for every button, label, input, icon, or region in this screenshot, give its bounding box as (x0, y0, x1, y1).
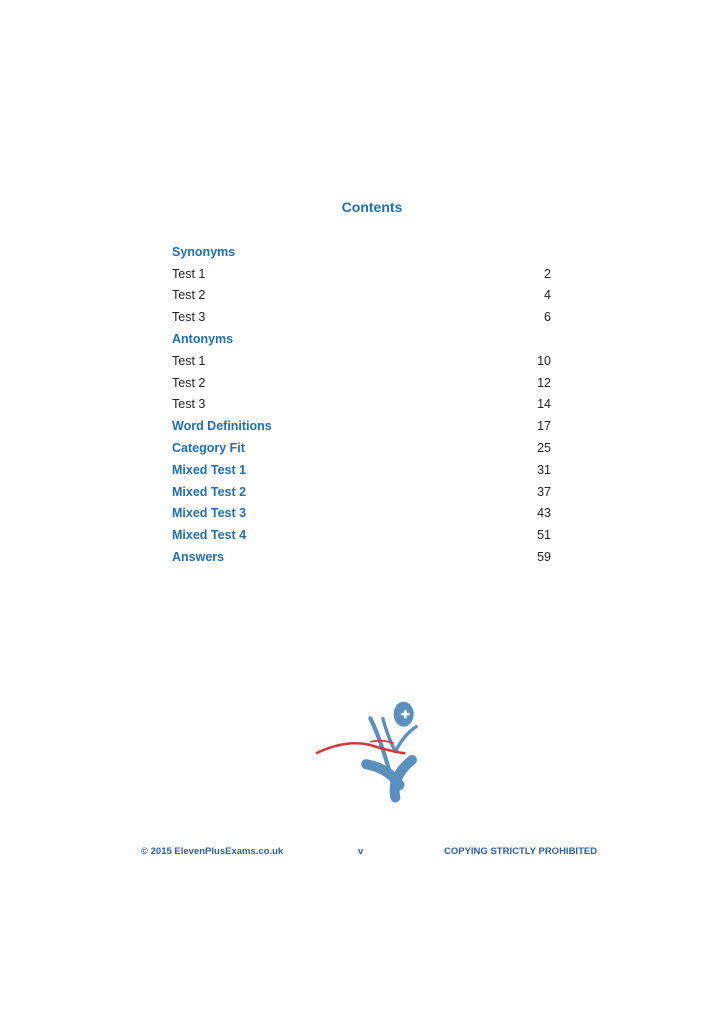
toc-entry[interactable] (172, 285, 551, 307)
runner-logo (312, 690, 437, 805)
copying-notice: COPYING STRICTLY PROHIBITED (444, 846, 598, 857)
toc-entry-page: 14 (537, 397, 551, 412)
toc-entry-label: Test 1 (172, 353, 206, 368)
toc-entry-page: 10 (537, 353, 551, 368)
table-of-contents (172, 241, 551, 568)
toc-entry-label: Mixed Test 3 (172, 506, 247, 521)
toc-entry[interactable] (172, 459, 551, 481)
toc-entry-page: 17 (537, 419, 551, 434)
toc-entry[interactable] (172, 263, 551, 285)
toc-entry-label: Mixed Test 1 (172, 462, 247, 477)
toc-entry-label: Test 2 (172, 288, 206, 303)
toc-entry[interactable] (172, 350, 551, 372)
toc-entry[interactable] (172, 306, 551, 328)
toc-entry-label: Test 3 (172, 397, 206, 412)
toc-entry-page: 6 (544, 310, 551, 325)
toc-entry-label: Mixed Test 2 (172, 484, 247, 499)
toc-entry-page: 31 (537, 462, 551, 477)
toc-entry-label: Synonyms (172, 244, 236, 259)
toc-entry[interactable] (172, 481, 551, 503)
toc-entry-label: Test 1 (172, 266, 206, 281)
toc-entry-label: Answers (172, 550, 225, 565)
toc-entry-page: 4 (544, 288, 551, 303)
toc-entry[interactable] (172, 546, 551, 568)
toc-entry-label: Category Fit (172, 441, 245, 456)
toc-entry-page: 25 (537, 441, 551, 456)
toc-entry[interactable] (172, 241, 551, 263)
toc-entry-page: 37 (537, 484, 551, 499)
toc-entry-page: 59 (537, 550, 551, 565)
toc-entry-label: Mixed Test 4 (172, 528, 247, 543)
toc-entry[interactable] (172, 524, 551, 546)
copyright-text: © 2015 ElevenPlusExams.co.uk (141, 846, 284, 857)
toc-entry[interactable] (172, 394, 551, 416)
toc-entry-page: 43 (537, 506, 551, 521)
toc-entry-label: Word Definitions (172, 419, 272, 434)
toc-entry[interactable] (172, 503, 551, 525)
toc-entry-label: Test 3 (172, 310, 206, 325)
page-title: Contents (341, 199, 403, 215)
toc-entry[interactable] (172, 437, 551, 459)
toc-entry[interactable] (172, 415, 551, 437)
toc-entry[interactable] (172, 328, 551, 350)
toc-entry-page: 12 (537, 375, 551, 390)
toc-entry-label: Test 2 (172, 375, 206, 390)
page-number: v (358, 846, 364, 857)
toc-entry-page: 51 (537, 528, 551, 543)
toc-entry-label: Antonyms (172, 332, 234, 347)
toc-entry[interactable] (172, 372, 551, 394)
toc-entry-page: 2 (544, 266, 551, 281)
